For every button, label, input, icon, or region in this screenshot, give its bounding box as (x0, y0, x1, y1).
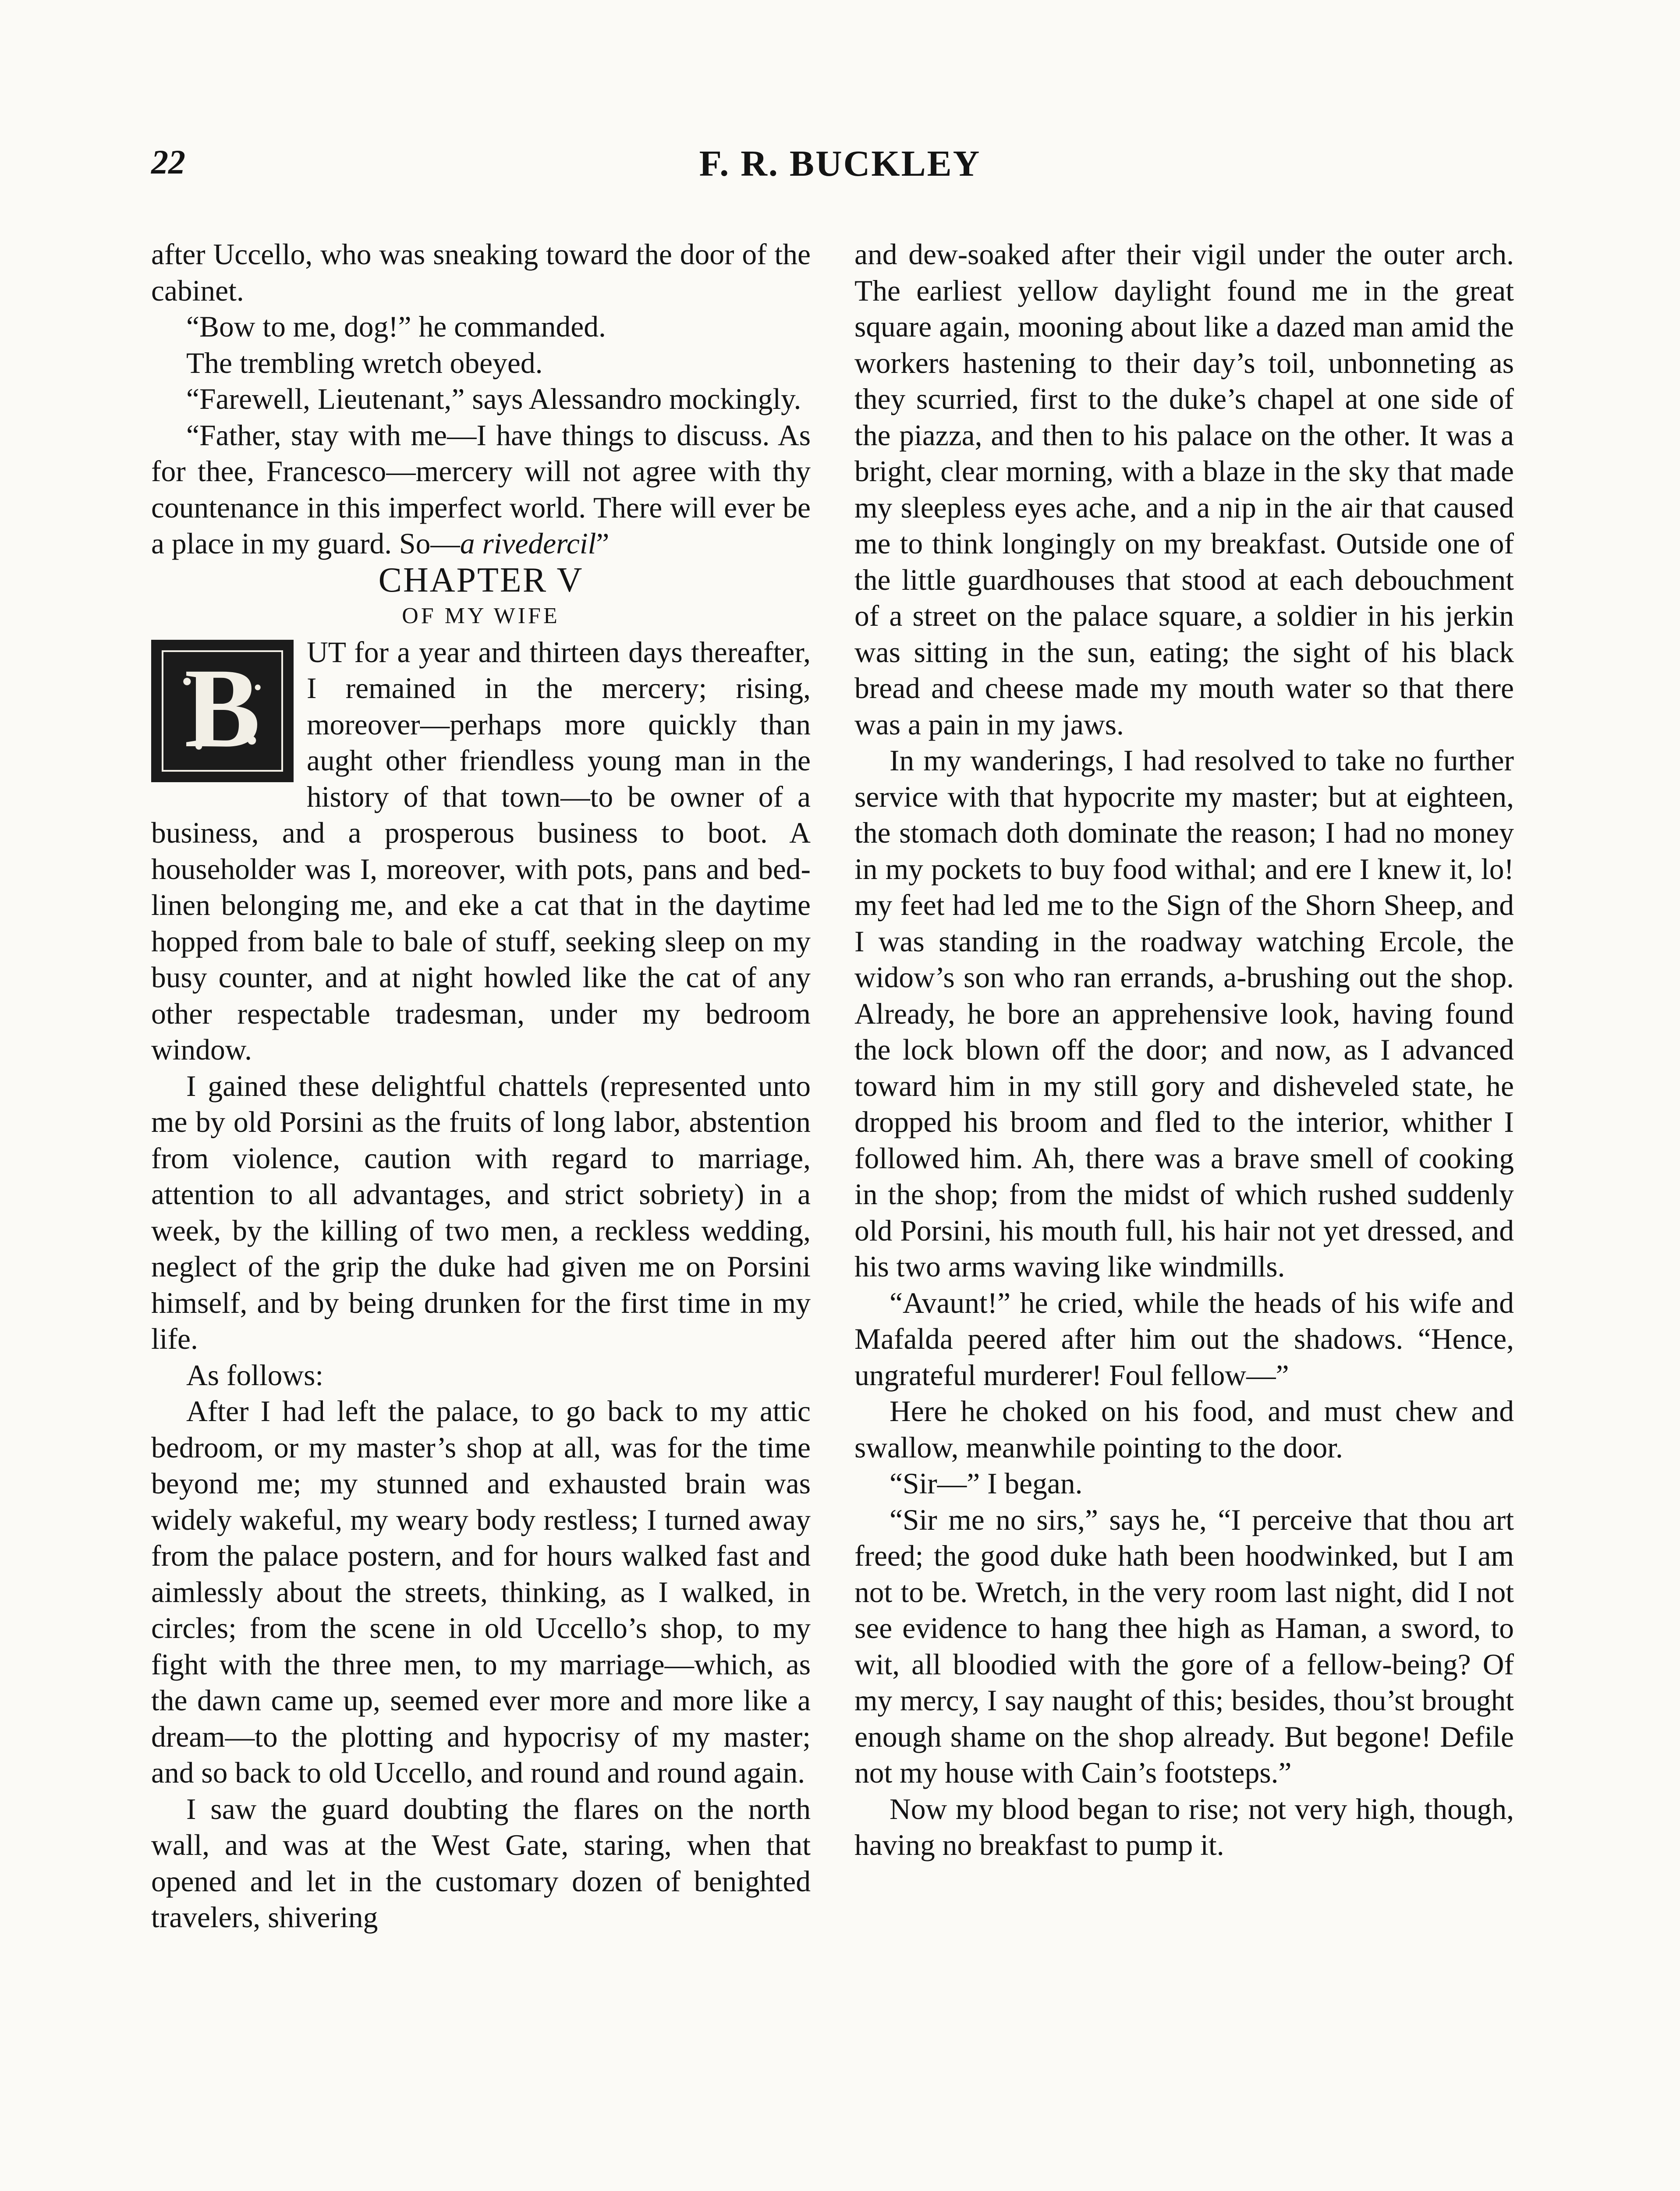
drop-cap-letter: B (184, 645, 261, 771)
running-head: F. R. BUCKLEY (699, 143, 981, 184)
paragraph: “Sir me no sirs,” says he, “I perceive that thou art freed; the good duke hath been hoodwinked, but I am not to be. Wretch, in the very room last night, did I not see evidence to hang thee high as Haman, a sword, to wit, all bloodied with the gore of a fellow-being? Of my mercy, I say naught of this; besides, thou’st brought enough shame on the shop already. But begone! Defile not my house with Cain’s footsteps.” (854, 1503, 1514, 1789)
paragraph: The trembling wretch obeyed. (186, 346, 543, 379)
paragraph: “Avaunt!” he cried, while the heads of his wife and Mafalda peered after him out the shadows. “Hence, ungrateful murderer! Foul fellow—” (854, 1286, 1514, 1392)
right-column (854, 237, 1514, 1864)
paragraph: I gained these delightful chattels (represented unto me by old Porsini as the fruits of long labor, abstention from violence, caution with regard to marriage, attention to all advantages, and strict sobriety) in a week, by the killing of two men, a reckless wedding, neglect of the grip the duke had given me on Porsini himself, and by being drunken for the first time in my life. (151, 1069, 811, 1355)
paragraph-text: “Father, stay with me—I have things to discuss. As for thee, Francesco—mercery will not agree with thy countenance in this imperfect world. There will ever be a place in my guard. So— (151, 418, 811, 560)
page-header (151, 142, 1529, 191)
paragraph: and dew-soaked after their vigil under the outer arch. The earliest yellow daylight found me in the great square again, mooning about like a dazed man amid the workers hastening to their day’s toil, unbonneting as they scurried, first to the duke’s chapel at one side of the piazza, and then to his palace on the other. It was a bright, clear morning, with a blaze in the sky that made my sleepless eyes ache, and a nip in the air that caused me to think longingly on my breakfast. Outside one of the little guardhouses that stood at each debouchment of a street on the palace square, a soldier in his jerkin was sitting in the sun, eating; the sight of his black bread and cheese made my mouth water so that there was a pain in my jaws. (854, 238, 1514, 741)
paragraph: In my wanderings, I had resolved to take no further service with that hypocrite my master; but at eighteen, the stomach doth dominate the reason; I had no money in my pockets to buy food withal; and ere I knew it, lo! my feet had led me to the Sign of the Shorn Sheep, and I was standing in the roadway watching Ercole, the widow’s son who ran errands, a-brushing out the shop. Already, he bore an apprehensive look, having found the lock blown off the door; and now, as I advanced toward him in my still gory and disheveled state, he dropped his broom and fled to the interior, whither I followed him. Ah, there was a brave smell of cooking in the shop; from the midst of which rushed suddenly old Porsini, his mouth full, his hair not yet dressed, and his two arms waving like windmills. (854, 744, 1514, 1283)
drop-cap-initial (151, 640, 294, 782)
paragraph: “Farewell, Lieutenant,” says Alessandro mockingly. (186, 383, 801, 415)
paragraph: Now my blood began to rise; not very high, though, having no breakfast to pump it. (854, 1792, 1514, 1861)
left-column (151, 237, 811, 1936)
page-number: 22 (151, 143, 185, 181)
paragraph: After I had left the palace, to go back to my attic bedroom, or my master’s shop at all, was for the time beyond me; my stunned and exhausted brain was widely wakeful, my weary body restless; I turned away from the palace postern, and for hours walked fast and aimlessly about the streets, thinking, as I walked, in circles; from the scene in old Uccello’s shop, to my fight with the three men, to my marriage—which, as the dawn came up, seemed ever more and more like a dream—to the plotting and hypocrisy of my master; and so back to old Uccello, and round and round again. (151, 1395, 811, 1789)
chapter-subtitle: OF MY WIFE (402, 603, 560, 628)
chapter-title: CHAPTER V (378, 560, 584, 599)
paragraph (151, 418, 811, 562)
paragraph: As follows: (186, 1358, 324, 1392)
paragraph (151, 635, 811, 1068)
paragraph: “Bow to me, dog!” he commanded. (186, 310, 606, 343)
paragraph: Here he choked on his food, and must chew and swallow, meanwhile pointing to the door. (854, 1395, 1514, 1464)
paragraph: I saw the guard doubting the flares on the north wall, and was at the West Gate, staring, when that opened and let in the customary dozen of benighted travelers, shivering (151, 1792, 811, 1934)
paragraph-text: UT for a year and thirteen days thereafter, I remained in the mercery; rising, moreover—perhaps more quickly than aught other friendless young man in the history of that town—to be owner of a business, and a prosperous business to boot. A householder was I, moreover, with pots, pans and bed-linen belonging me, and eke a cat that in the daytime hopped from bale to bale of stuff, seeking sleep on my busy counter, and at night howled like the cat of any other respectable tradesman, under my bedroom window. (151, 635, 811, 1066)
paragraph: after Uccello, who was sneaking toward the door of the cabinet. (151, 238, 811, 307)
closing-quote: ” (596, 527, 610, 560)
paragraph: “Sir—” I began. (890, 1467, 1083, 1500)
italic-phrase: a rivedercil (460, 527, 596, 560)
